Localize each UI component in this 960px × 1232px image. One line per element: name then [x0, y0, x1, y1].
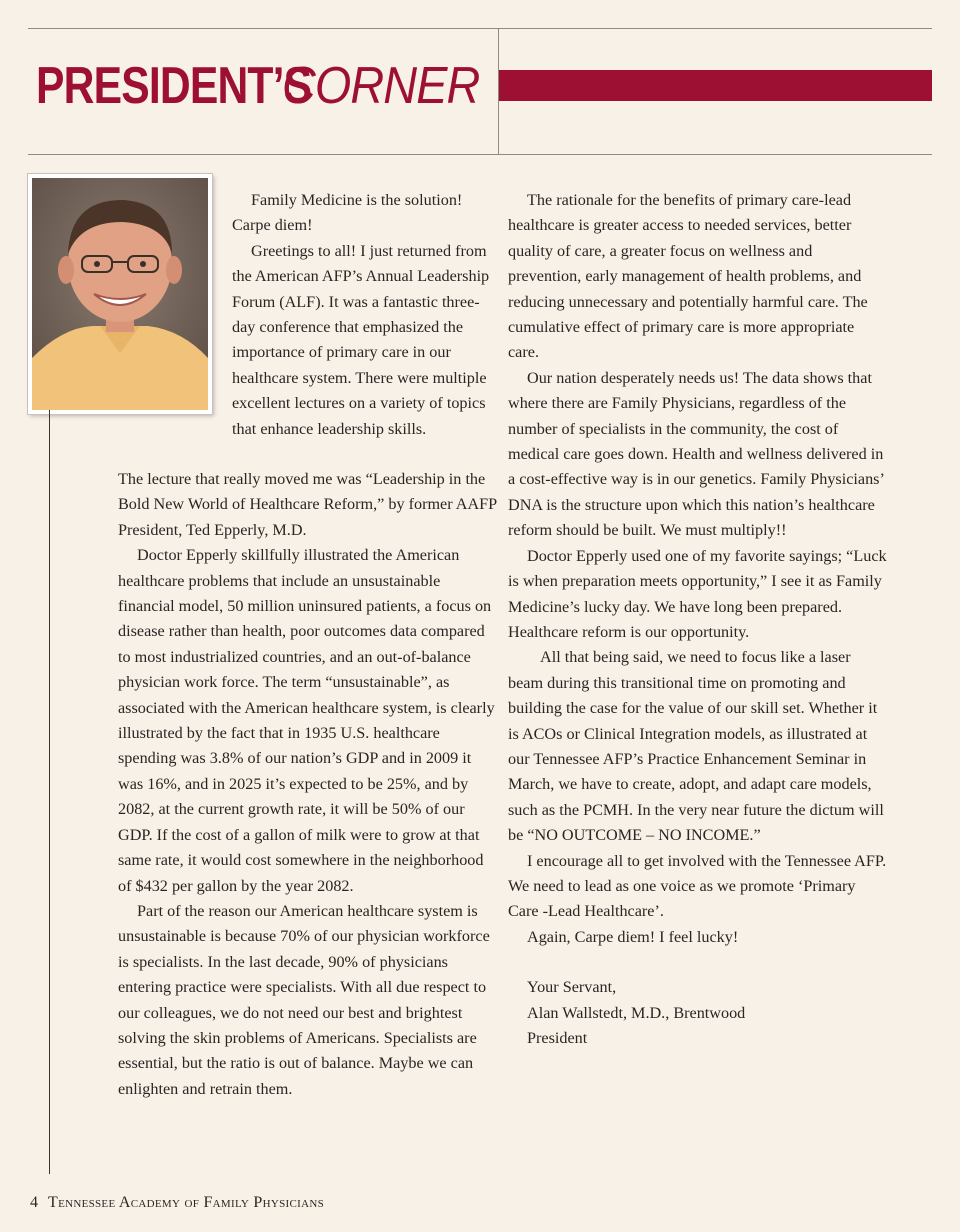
- paragraph: Part of the reason our American healthcare system is unsustainable is because 70% of our physician workforce is specialists. In the last decade, 90% of physicians entering practice were specialists. With all due respect to our colleagues, we do not need our best and brightest solving the skin problems of Americans. Specialists are essential, but the ratio is out of balance. Maybe we can enlighten and retrain them.: [118, 901, 490, 1098]
- page-number: 4: [30, 1194, 38, 1211]
- paragraph: Greetings to all! I just returned from the American AFP’s Annual Leadership Forum (ALF). It was a fantastic three-day conference that emphasized the importance of primary care in our healthcare system. There were multiple excellent lectures on a variety of topics that enhance leadership skills.: [232, 241, 490, 438]
- publication-name: Tennessee Academy of Family Physicians: [48, 1194, 324, 1211]
- column-margin-rule: [49, 410, 50, 1174]
- paragraph: Doctor Epperly used one of my favorite sayings; “Luck is when preparation meets opportunity,” I see it as Family Medicine’s lucky day. We have long been prepared. Healthcare reform is our opportunity.: [508, 546, 887, 641]
- signature-name: Alan Wallstedt, M.D., Brentwood: [527, 1003, 746, 1022]
- paragraph: Again, Carpe diem! I feel lucky!: [527, 927, 739, 946]
- paragraph: Our nation desperately needs us! The data shows that where there are Family Physicians, regardless of the number of specialists in the community, the cost of medical care goes down. Health and wellness delivered in a cost-effective way is in our genetics. Family Physicians’ DNA is the structure upon which this nation’s healthcare reform should be built. We must multiply!!: [508, 368, 884, 540]
- paragraph: I encourage all to get involved with the Tennessee AFP. We need to lead as one voice as we promote ‘Primary Care -Lead Healthcare’.: [508, 851, 887, 921]
- paragraph: All that being said, we need to focus like a laser beam during this transitional time on promoting and building the case for the value of our skill set. Whether it is ACOs or Clinical Integration models, as illustrated at our Tennessee AFP’s Practice Enhancement Seminar in March, we have to create, adopt, and adapt care models, such as the PCMH. In the very near future the dictum will be “NO OUTCOME – NO INCOME.”: [508, 648, 884, 845]
- column-1-intro: [232, 188, 496, 442]
- paragraph: The lecture that really moved me was “Leadership in the Bold New World of Healthcare Reform,” by former AAFP President, Ted Epperly, M.D.: [118, 470, 497, 539]
- president-photo: [28, 174, 212, 414]
- title-light: CORNER: [282, 57, 480, 115]
- top-rule: [28, 28, 932, 29]
- header-accent-bar: [499, 70, 932, 101]
- column-1-body: [118, 467, 498, 1102]
- page-title: [36, 56, 480, 116]
- paragraph: Family Medicine is the solution! Carpe diem!: [232, 191, 463, 235]
- person-portrait-icon: [32, 178, 208, 410]
- header-bottom-rule: [28, 154, 932, 155]
- paragraph: Doctor Epperly skillfully illustrated the American healthcare problems that include an unsustainable financial model, 50 million uninsured patients, a focus on disease rather than health, poor outcomes data compared to most industrialized countries, and an out-of-balance physician work force. The term “unsustainable”, as associated with the American healthcare system, is clearly illustrated by the fact that in 1935 U.S. healthcare spending was 3.8% of our nation’s GDP and in 2009 it was 16%, and in 2025 it’s expected to be 25%, and by 2082, at the current growth rate, it will be 50% of our GDP. If the cost of a gallon of milk were to grow at that same rate, it would cost somewhere in the neighborhood of $432 per gallon by the year 2082.: [118, 546, 495, 895]
- page-footer: [30, 1194, 324, 1212]
- signature-role: President: [527, 1029, 588, 1047]
- column-2-body: [508, 188, 888, 1051]
- paragraph: The rationale for the benefits of primary care-lead healthcare is greater access to needed services, better quality of care, a greater focus on wellness and prevention, early management of health problems, and reducing unnecessary and potentially harmful care. The cumulative effect of primary care is more appropriate care.: [508, 191, 868, 362]
- title-bold: PRESIDENT’S: [36, 57, 312, 115]
- signature-closing: Your Servant,: [527, 978, 617, 997]
